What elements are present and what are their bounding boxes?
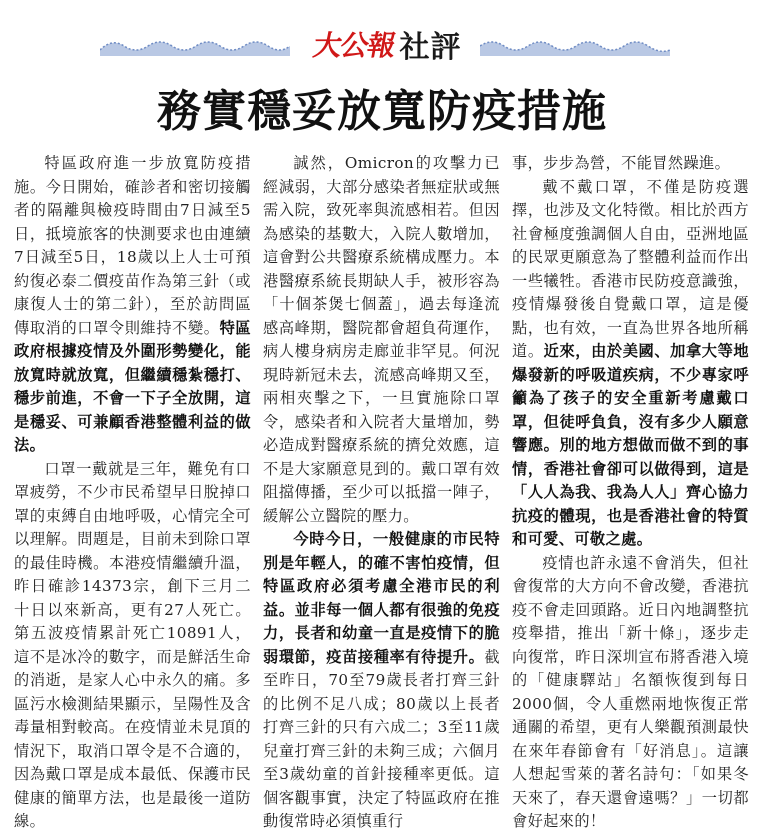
paragraph bbox=[512, 552, 749, 834]
masthead bbox=[298, 24, 478, 64]
paragraph bbox=[14, 152, 251, 458]
text-column-2 bbox=[263, 152, 500, 830]
emphasized-text: 特區政府根據疫情及外圍形勢變化，能放寬時就放寬，但繼續穩紮穩打、穩步前進，不會一下子全放開，這是穩妥、可兼顧香港整體利益的做法。 bbox=[14, 318, 251, 454]
newspaper-logo: 大公報 bbox=[311, 29, 399, 62]
paragraph-text: 誠然，Omicron的攻擊力已經減弱，大部分感染者無症狀或無需入院，致死率與流感相若。但因為感染的基數大，入院人數增加，這會對公共醫療系統構成壓力。本港醫療系統長期缺人手，被形容為「十個茶煲七個蓋」，過去每逢流感高峰期，醫院都會超負荷運作，病人樓身病房走廊並非罕見。何況現時新冠未去，流感高峰期又至，兩相夾擊之下，一旦實施除口罩令，感染者和入院者大量增加，勢必造成對醫療系統的擠兌效應，這不是大家願意見到的。戴口罩有效阻擋傳播，至少可以抵擋一陣子，緩解公立醫院的壓力。 bbox=[263, 154, 500, 525]
paragraph-text: 特區政府進一步放寬防疫措施。今日開始，確診者和密切接觸者的隔離與檢疫時間由7日減至5日，抵境旅客的快測要求也由連續7日減至5日，18歲以上人士可預約復必泰二價疫苗作為第三針（或康復人士的第二針），至於訪問區傳取消的口罩令則維持不變。 bbox=[14, 154, 251, 337]
section-title: 社評 bbox=[399, 30, 462, 65]
text-column-1 bbox=[14, 152, 251, 830]
decorative-wave-right bbox=[480, 34, 670, 56]
paragraph bbox=[14, 458, 251, 834]
paragraph-text: 口罩一戴就是三年，難免有口罩疲勞，不少市民希望早日脫掉口罩的束縛自由地呼吸，心情完全可以理解。問題是，目前未到除口罩的最佳時機。本港疫情繼續升溫，昨日確診14373宗，創下三月二十日以來新高，更有27人死亡。第五波疫情累計死亡10891人，這不是冰冷的數字，而是鮮活生命的消逝，是家人心中永久的痛。多區污水檢測結果顯示，呈陽性及含毒量相對較高。在疫情並未見頂的情況下，取消口罩令是不合適的，因為戴口罩是成本最低、保護市民健康的簡單方法，也是最後一道防線。 bbox=[14, 459, 251, 830]
paragraph-text: 事，步步為營，不能冒然躁進。 bbox=[512, 154, 731, 172]
article-headline: 務實穩妥放寬防疫措施 bbox=[157, 86, 607, 137]
paragraph-text: 戴不戴口罩，不僅是防疫選擇，也涉及文化特徵。相比於西方社會極度強調個人自由，亞洲地區的民眾更願意為了整體利益而作出一些犧牲。香港市民防疫意識強，疫情爆發後自覺戴口罩，這是優點，也有效，一直為世界各地所稱道。 bbox=[512, 177, 749, 360]
text-column-3 bbox=[512, 152, 749, 830]
emphasized-text: 近來，由於美國、加拿大等地爆發新的呼吸道疾病，不少專家呼籲為了孩子的安全重新考慮戴口罩，但徒呼負負，沒有多少人願意響應。別的地方想做而做不到的事情，香港社會卻可以做得到，這是「人人為我、我為人人」齊心協力抗疫的體現，也是香港社會的特質和可愛、可敬之處。 bbox=[512, 342, 749, 548]
paragraph bbox=[512, 152, 749, 176]
paragraph bbox=[263, 528, 500, 834]
decorative-wave-left bbox=[100, 34, 290, 56]
paragraph bbox=[263, 152, 500, 528]
editorial-header bbox=[0, 0, 764, 84]
paragraph-text: 疫情也許永遠不會消失，但社會復常的大方向不會改變，香港抗疫不會走回頭路。近日內地調整抗疫舉措，推出「新十條」，逐步走向復常，昨日深圳宣布將香港入境的「健康驛站」名額恢復到每日2000個，令人重燃兩地恢復正常通關的希望，更有人樂觀預測最快在來年春節會有「好消息」。這讓人想起雪萊的著名詩句：「如果冬天來了，春天還會遠嗎？」一切都會好起來的！ bbox=[512, 553, 749, 830]
emphasized-text: 今時今日，一般健康的市民特別是年輕人，的確不害怕疫情，但特區政府必須考慮全港市民的利益。並非每一個人都有很強的免疫力，長者和幼童一直是疫情下的脆弱環節，疫苗接種率有待提升。 bbox=[263, 530, 500, 666]
paragraph-text: 截至昨日，70至79歲長者打齊三針的比例不足八成；80歲以上長者打齊三針的只有六成二；3至11歲兒童打齊三針的未夠三成；六個月至3歲幼童的首針接種率更低。這個客觀事實，決定了特區政府在推動復常時必須慎重行 bbox=[263, 647, 500, 830]
paragraph bbox=[512, 176, 749, 552]
article-body bbox=[14, 152, 750, 830]
